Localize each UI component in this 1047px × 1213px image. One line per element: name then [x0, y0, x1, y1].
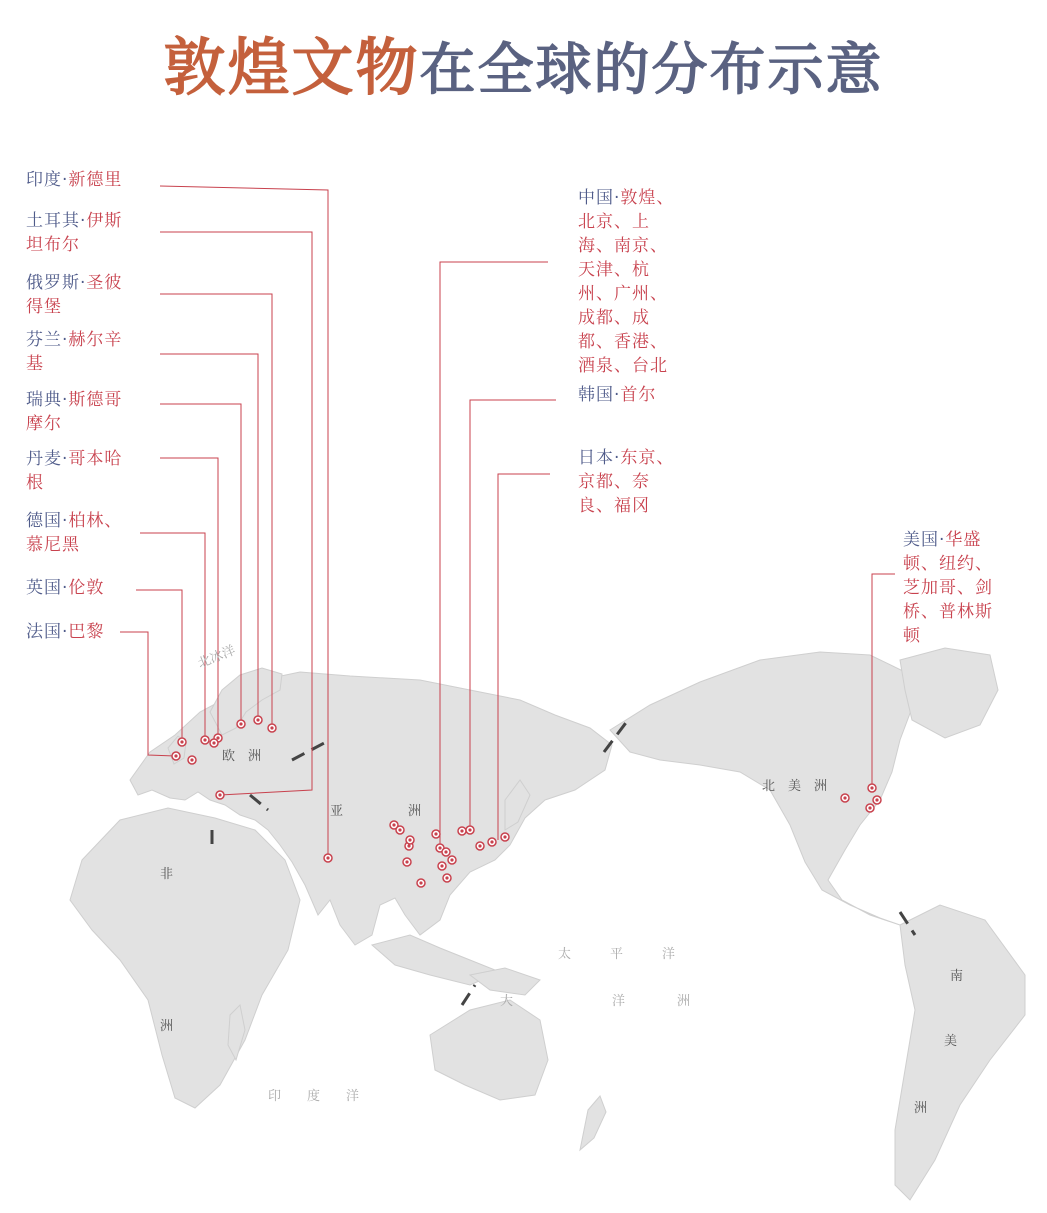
country-name: 法国: [26, 622, 62, 642]
map-label-indian-ocean: 印 度 洋: [268, 1089, 360, 1104]
map-label-north-america: 北 美 洲: [762, 779, 828, 794]
location-marker-center: [843, 796, 846, 799]
location-marker-center: [460, 829, 463, 832]
location-marker-center: [239, 722, 242, 725]
map-label-asia-1: 亚: [330, 804, 344, 819]
city-list: 赫尔辛基: [26, 330, 123, 374]
city-list: 敦煌、北京、上海、南京、天津、杭州、广州、成都、成都、香港、酒泉、台北: [578, 188, 675, 376]
map-label-south-america-1: 南: [950, 969, 964, 984]
label-india: [26, 168, 136, 192]
separator: ·: [614, 448, 621, 468]
map-label-africa-1: 非: [160, 867, 174, 882]
location-marker-center: [438, 846, 441, 849]
city-list: 首尔: [620, 385, 657, 405]
country-name: 美国: [903, 530, 939, 550]
map-label-south-america-2: 美: [944, 1034, 958, 1049]
australia: [430, 1000, 548, 1100]
city-list: 圣彼得堡: [26, 273, 123, 317]
separator: ·: [62, 578, 69, 598]
country-name: 土耳其: [26, 211, 80, 231]
location-marker-center: [212, 741, 215, 744]
separator: ·: [62, 330, 69, 350]
label-france: [26, 620, 136, 644]
map-label-africa-2: 洲: [160, 1019, 174, 1034]
separator: ·: [62, 170, 69, 190]
label-japan: [578, 446, 676, 518]
map-label-south-america-3: 洲: [914, 1101, 928, 1116]
country-name: 韩国: [578, 385, 614, 405]
map-label-pacific-3: 洋 洲: [612, 994, 691, 1009]
city-list: 哥本哈根: [26, 449, 123, 493]
location-marker-center: [180, 740, 183, 743]
location-marker-center: [440, 864, 443, 867]
map-label-europe: 欧 洲: [222, 749, 262, 764]
location-marker-center: [870, 786, 873, 789]
label-russia: [26, 271, 134, 319]
label-usa: [903, 528, 1007, 648]
city-list: 伦敦: [68, 578, 105, 598]
country-name: 俄罗斯: [26, 273, 80, 293]
separator: ·: [614, 385, 621, 405]
location-marker-center: [450, 858, 453, 861]
city-list: 新德里: [68, 170, 123, 190]
city-list: 伊斯坦布尔: [26, 211, 123, 255]
africa: [70, 808, 300, 1108]
city-list: 华盛顿、纽约、芝加哥、剑桥、普林斯顿: [903, 530, 993, 646]
label-korea: [578, 383, 688, 407]
location-marker-center: [408, 838, 411, 841]
label-denmark: [26, 447, 134, 495]
map-label-arctic: 北冰洋: [195, 643, 238, 672]
separator: ·: [939, 530, 946, 550]
location-marker-center: [174, 754, 177, 757]
location-marker-center: [216, 736, 219, 739]
location-marker-center: [398, 828, 401, 831]
location-marker-center: [445, 876, 448, 879]
location-marker-center: [190, 758, 193, 761]
map-label-asia-2: 洲: [408, 804, 422, 819]
country-name: 英国: [26, 578, 62, 598]
separator: ·: [62, 449, 69, 469]
location-marker-center: [468, 828, 471, 831]
location-marker-center: [490, 840, 493, 843]
country-name: 瑞典: [26, 390, 62, 410]
map-label-pacific-2: 大: [500, 994, 514, 1009]
label-finland: [26, 328, 134, 376]
location-marker-center: [444, 850, 447, 853]
label-uk: [26, 576, 136, 600]
map-label-pacific-1: 太 平 洋: [558, 947, 676, 962]
separator: ·: [80, 273, 87, 293]
location-marker-center: [392, 823, 395, 826]
separator: ·: [614, 188, 621, 208]
leader-line-sweden: [160, 404, 241, 724]
separator: ·: [62, 390, 69, 410]
country-name: 丹麦: [26, 449, 62, 469]
title-highlight: 敦煌文物: [163, 31, 420, 104]
leader-line-germany: [140, 533, 205, 740]
location-marker-center: [270, 726, 273, 729]
country-name: 中国: [578, 188, 614, 208]
country-name: 日本: [578, 448, 614, 468]
leader-line-uk: [136, 590, 182, 742]
location-marker-center: [875, 798, 878, 801]
country-name: 印度: [26, 170, 62, 190]
location-marker-center: [203, 738, 206, 741]
label-china: [578, 186, 676, 378]
location-marker-center: [405, 860, 408, 863]
location-marker-center: [218, 793, 221, 796]
label-turkey: [26, 209, 134, 257]
label-germany: [26, 509, 134, 557]
location-marker-center: [503, 835, 506, 838]
title-rest: 在全球的分布示意: [419, 37, 884, 103]
label-sweden: [26, 388, 134, 436]
location-marker-center: [868, 806, 871, 809]
city-list: 巴黎: [68, 622, 105, 642]
south-america: [895, 905, 1025, 1200]
new-zealand: [580, 1096, 606, 1150]
location-marker-center: [256, 718, 259, 721]
separator: ·: [62, 511, 69, 531]
city-list: 斯德哥摩尔: [26, 390, 123, 434]
separator: ·: [80, 211, 87, 231]
location-marker-center: [434, 832, 437, 835]
greenland: [900, 648, 998, 738]
city-list: 柏林、慕尼黑: [26, 511, 123, 555]
location-marker-center: [326, 856, 329, 859]
location-marker-center: [419, 881, 422, 884]
city-list: 东京、京都、奈良、福冈: [578, 448, 675, 516]
leader-line-france: [120, 632, 175, 756]
separator: ·: [62, 622, 69, 642]
location-marker-center: [407, 844, 410, 847]
leader-line-denmark: [160, 458, 218, 738]
country-name: 芬兰: [26, 330, 62, 350]
location-marker-center: [478, 844, 481, 847]
country-name: 德国: [26, 511, 62, 531]
